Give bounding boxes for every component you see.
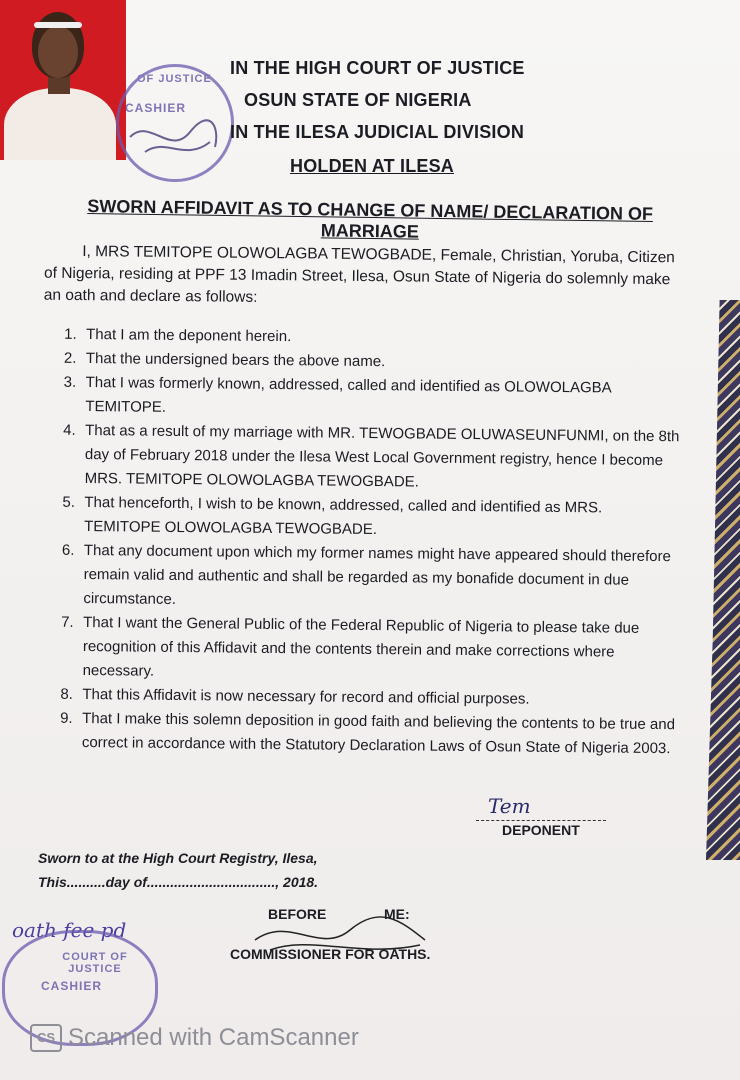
signature-line: [476, 820, 606, 821]
item-number: 8.: [60, 685, 73, 703]
item-text: That any document upon which my former names might have appeared should therefore remain valid and authentic and shall be regarded as my bonafide document in due circumstance.: [83, 541, 671, 608]
camscanner-watermark: [30, 1024, 359, 1052]
declaration-item: [63, 371, 683, 425]
camscanner-logo-icon: CS: [30, 1024, 62, 1052]
declaration-list: [60, 323, 684, 761]
judicial-division: IN THE ILESA JUDICIAL DIVISION: [230, 122, 525, 142]
me-label: ME:: [384, 906, 410, 922]
item-text: That this Affidavit is now necessary for record and official purposes.: [82, 685, 530, 708]
deponent-signature: Tem: [488, 794, 531, 818]
state-name: OSUN STATE OF NIGERIA: [244, 90, 472, 110]
stamp-bottom-label: CASHIER: [41, 979, 103, 993]
court-stamp-top: [116, 64, 234, 182]
watermark-text: Scanned with CamScanner: [68, 1024, 359, 1051]
declaration-item: [61, 539, 682, 617]
stamp-arc-text: OF JUSTICE: [137, 73, 212, 85]
sworn-line-1: Sworn to at the High Court Registry, Ilesa,: [38, 850, 318, 866]
item-text: That henceforth, I wish to be known, addressed, called and identified as MRS. TEMITOPE OLOWOLAGBA TEWOGBADE.: [84, 493, 603, 539]
item-text: That as a result of my marriage with MR. TEWOGBADE OLUWASEUNFUNMI, on the 8th day of February 2018 under the Ilesa West Local Government registry, hence I become MRS. TEMITOPE OLOWOLAGBA TEWOGBADE.: [84, 421, 680, 491]
declaration-item: [62, 491, 682, 545]
stamp-bottom-arc: COURT OF JUSTICE: [62, 951, 128, 975]
before-me: [268, 906, 468, 922]
passport-photo: [0, 0, 126, 160]
commissioner-label: COMMISSIONER FOR OATHS.: [230, 946, 431, 962]
stamp-signature-icon: [125, 107, 225, 167]
item-number: 4.: [63, 421, 76, 439]
before-label: BEFORE: [268, 906, 327, 922]
court-name: IN THE HIGH COURT OF JUSTICE: [230, 58, 525, 78]
item-text: That I am the deponent herein.: [86, 325, 292, 346]
item-text: That I was formerly known, addressed, called and identified as OLOWOLAGBA TEMITOPE.: [85, 373, 611, 416]
item-number: 1.: [64, 325, 77, 343]
item-number: 2.: [63, 349, 77, 367]
fabric-edge: [706, 300, 740, 860]
item-number: 3.: [63, 373, 77, 391]
item-number: 5.: [62, 493, 76, 511]
item-number: 6.: [61, 541, 75, 559]
sworn-line-2: This..........day of................................., 2018.: [38, 874, 319, 890]
document-title: SWORN AFFIDAVIT AS TO CHANGE OF NAME/ DECLARATION OF MARRIAGE: [87, 196, 654, 242]
item-text: That the undersigned bears the above name.: [85, 349, 386, 371]
declaration-item: [60, 707, 680, 761]
deponent-label: DEPONENT: [502, 822, 580, 838]
stamp-cashier-label: CASHIER: [125, 101, 187, 115]
item-text: That I make this solemn deposition in good faith and believing the contents to be true and correct in accordance with the Statutory Declaration Laws of Osun State of Nigeria 2003.: [81, 709, 676, 758]
holden-at: HOLDEN AT ILESA: [290, 156, 454, 176]
sworn-block: [38, 846, 438, 894]
handwritten-note: oath fee pd: [12, 918, 127, 942]
declaration-item: [61, 611, 682, 689]
item-number: 7.: [61, 613, 74, 631]
item-number: 9.: [60, 709, 73, 727]
intro-paragraph: I, MRS TEMITOPE OLOWOLAGBA TEWOGBADE, Female, Christian, Yoruba, Citizen of Nigeria, residing at PPF 13 Imadin Street, Ilesa, Osun State of Nigeria do solemnly make an oath and declare as follows:: [43, 243, 675, 306]
declaration-item: [63, 419, 684, 497]
item-text: That I want the General Public of the Federal Republic of Nigeria to please take due recognition of this Affidavit and the contents therein and make corrections where necessary.: [82, 613, 640, 680]
